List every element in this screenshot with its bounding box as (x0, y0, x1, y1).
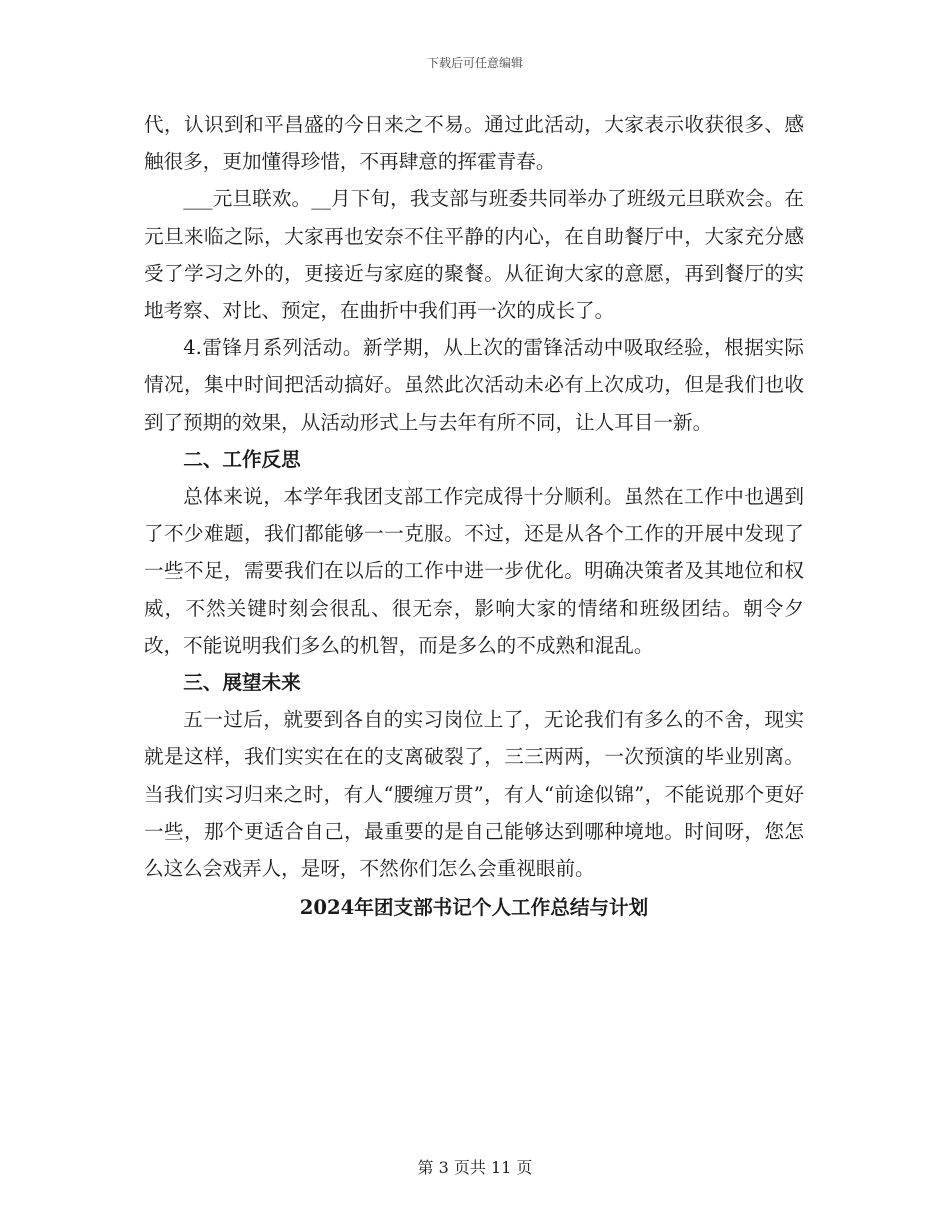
next-document-title: 2024年团支部书记个人工作总结与计划 (299, 896, 649, 920)
page-footer: 第 3 页共 11 页 (417, 1158, 533, 1177)
paragraph-lei-feng-month: 4.雷锋月系列活动。新学期，从上次的雷锋活动中吸取经验，根据实际情况，集中时间把活动搞好。虽然此次活动未必有上次成功，但是我们也收到了预期的效果，从活动形式上与去年有所不同，让人耳目一新。 (144, 336, 804, 434)
page-header: 下载后可任意编辑 (426, 56, 523, 70)
paragraph-reflection: 总体来说，本学年我团支部工作完成得十分顺利。虽然在工作中也遇到了不少难题，我们都能够一一克服。不过，还是从各个工作的开展中发现了一些不足，需要我们在以后的工作中进一步优化。明确决策者及其地位和权威，不然关键时刻会很乱、很无奈，影响大家的情绪和班级团结。朝令夕改，不能说明我们多么的机智，而是多么的不成熟和混乱。 (144, 485, 804, 657)
section-heading-work-reflection: 二、工作反思 (183, 447, 301, 471)
paragraph-continuation: 代，认识到和平昌盛的今日来之不易。通过此活动，大家表示收获很多、感触很多，更加懂得珍惜，不再肆意的挥霍青春。 (144, 113, 804, 174)
paragraph-outlook: 五一过后，就要到各自的实习岗位上了，无论我们有多么的不舍，现实就是这样，我们实实在在的支离破裂了，三三两两，一次预演的毕业别离。当我们实习归来之时，有人“腰缠万贯”，有人“前途似锦”，不能说那个更好一些，那个更适合自己，最重要的是自己能够达到哪种境地。时间呀，您怎么这么会戏弄人，是呀，不然你们怎么会重视眼前。 (144, 708, 804, 881)
section-heading-outlook: 三、展望未来 (183, 671, 301, 695)
paragraph-new-year-party: ___元旦联欢。__月下旬，我支部与班委共同举办了班级元旦联欢会。在元旦来临之际，大家再也安奈不住平静的内心，在自助餐厅中，大家充分感受了学习之外的，更接近与家庭的聚餐。从征询大家的意愿，再到餐厅的实地考察、对比、预定，在曲折中我们再一次的成长了。 (144, 187, 804, 323)
document-body (144, 106, 804, 926)
